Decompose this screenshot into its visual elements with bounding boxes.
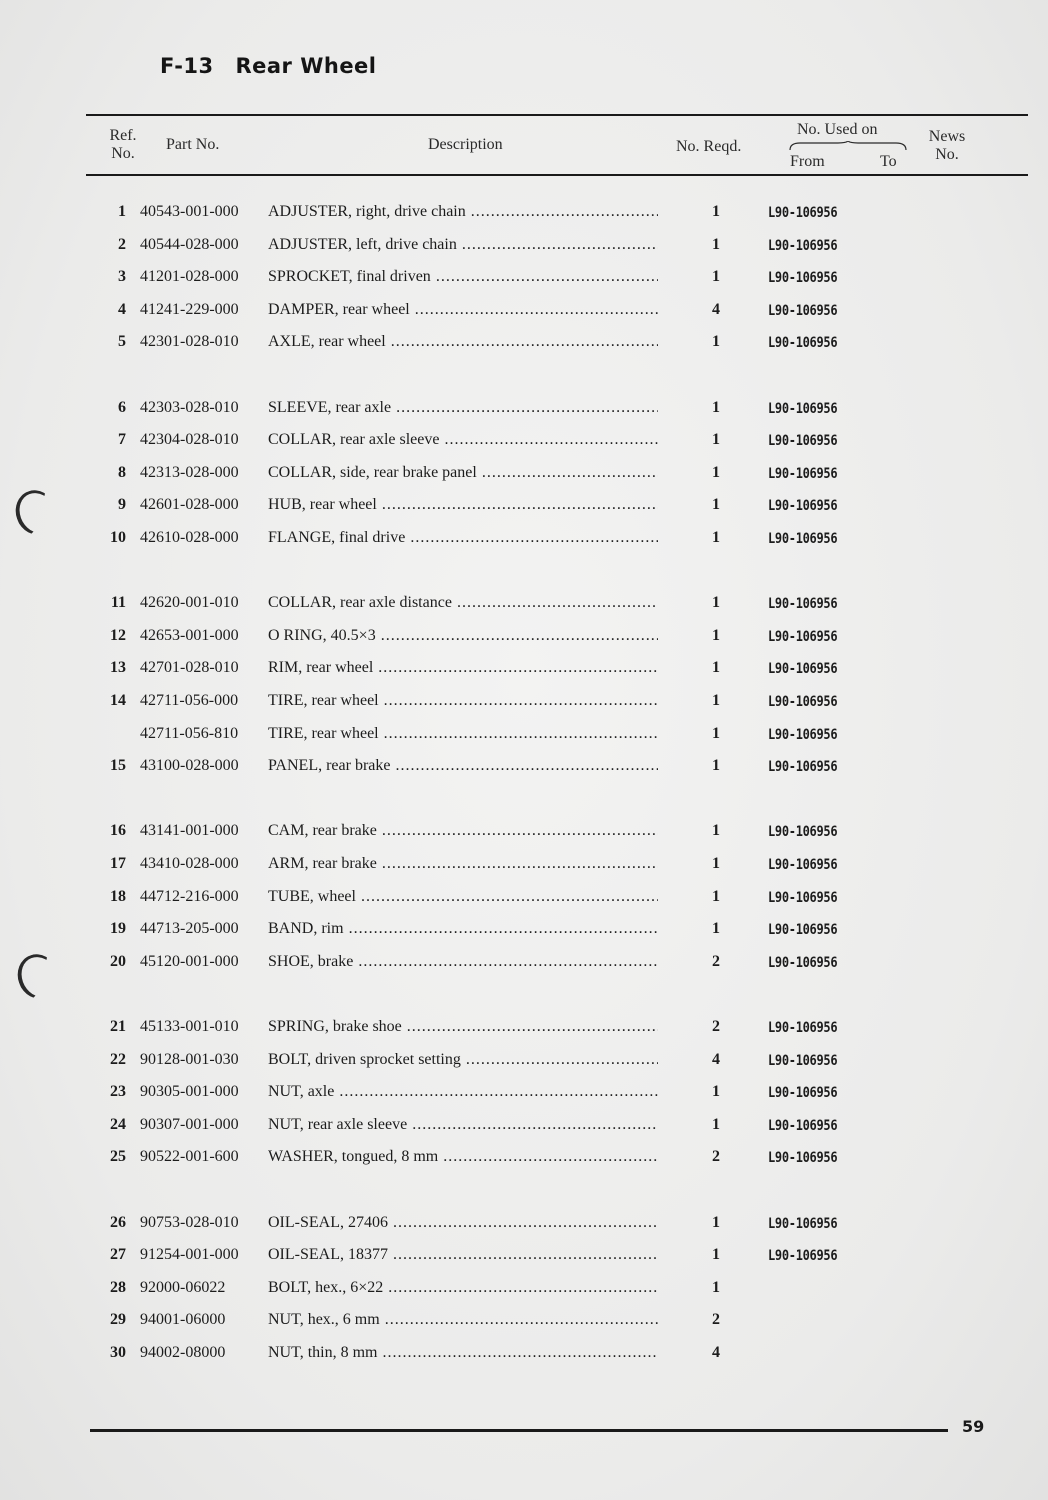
used-on-from: L90-106956 <box>768 888 838 905</box>
used-on-brace <box>788 141 908 151</box>
part-description: COLLAR, side, rear brake panel ..... <box>268 461 658 485</box>
used-on-from: L90-106956 <box>768 1018 838 1036</box>
table-row <box>0 819 1048 843</box>
column-header-from: From <box>790 153 825 170</box>
part-description: COLLAR, rear axle sleeve ..... <box>268 428 658 452</box>
quantity-required: 2 <box>712 1018 720 1035</box>
part-number: 44713-205-000 <box>140 920 239 938</box>
ref-number: 28 <box>110 1278 126 1296</box>
section-code: F-13 <box>160 54 214 78</box>
news-header-line1: News <box>928 128 966 145</box>
part-number: 90753-028-010 <box>140 1213 239 1231</box>
ref-number: 21 <box>110 1018 126 1035</box>
ref-header-line2: No. <box>111 145 135 162</box>
table-row <box>0 1276 1048 1300</box>
part-description: ADJUSTER, right, drive chain ..... <box>268 200 658 224</box>
quantity-required: 1 <box>712 1246 720 1264</box>
part-number: 40544-028-000 <box>140 235 239 253</box>
quantity-required: 1 <box>712 333 720 351</box>
part-number: 42304-028-010 <box>140 431 239 449</box>
part-number: 41241-229-000 <box>140 300 239 318</box>
quantity-required: 1 <box>712 724 720 742</box>
table-top-rule <box>86 114 1028 116</box>
ref-number: 23 <box>110 1083 126 1101</box>
part-description: RIM, rear wheel ..... <box>268 656 658 680</box>
part-description: AXLE, rear wheel ..... <box>268 330 658 354</box>
part-description: HUB, rear wheel ..... <box>268 493 658 517</box>
part-description: PANEL, rear brake ..... <box>268 754 658 778</box>
part-number: 90522-001-600 <box>140 1148 239 1166</box>
quantity-required: 1 <box>712 398 720 416</box>
part-description: NUT, hex., 6 mm ..... <box>268 1308 658 1332</box>
table-row <box>0 298 1048 322</box>
ref-number: 29 <box>110 1311 126 1329</box>
table-row <box>0 917 1048 941</box>
part-number: 45120-001-000 <box>140 952 239 970</box>
ref-number: 30 <box>110 1344 126 1361</box>
ref-number: 18 <box>110 887 126 905</box>
quantity-required: 1 <box>712 235 720 253</box>
part-number: 42701-028-010 <box>140 659 239 677</box>
table-row <box>0 493 1048 517</box>
quantity-required: 1 <box>712 887 720 905</box>
part-description: NUT, rear axle sleeve ..... <box>268 1113 658 1137</box>
used-on-from: L90-106956 <box>768 431 838 449</box>
used-on-from: L90-106956 <box>768 496 838 514</box>
used-on-from: L90-106956 <box>768 203 838 221</box>
part-number: 42303-028-010 <box>140 398 239 416</box>
quantity-required: 1 <box>712 920 720 938</box>
quantity-required: 1 <box>712 529 720 546</box>
table-row <box>0 1211 1048 1235</box>
quantity-required: 4 <box>712 1050 720 1068</box>
used-on-from: L90-106956 <box>768 301 838 319</box>
quantity-required: 1 <box>712 496 720 514</box>
ref-number: 25 <box>110 1148 126 1166</box>
table-row <box>0 428 1048 452</box>
used-on-from: L90-106956 <box>768 692 838 710</box>
ref-number: 15 <box>110 757 126 775</box>
part-number: 94002-08000 <box>140 1344 226 1361</box>
quantity-required: 1 <box>712 757 720 775</box>
part-number: 92000-06022 <box>140 1278 226 1296</box>
part-number: 42711-056-810 <box>140 724 239 742</box>
column-header-used-on: No. Used on <box>797 121 878 138</box>
quantity-required: 2 <box>712 1148 720 1166</box>
news-header-line2: No. <box>935 146 959 163</box>
ref-number: 10 <box>110 529 126 546</box>
quantity-required: 2 <box>712 1311 720 1329</box>
ref-number: 11 <box>110 594 126 612</box>
table-row <box>0 526 1048 550</box>
ref-number: 5 <box>118 333 126 351</box>
table-row <box>0 1243 1048 1267</box>
part-description: BOLT, driven sprocket setting ..... <box>268 1048 658 1072</box>
table-row <box>0 591 1048 615</box>
column-header-ref <box>106 127 140 163</box>
quantity-required: 1 <box>712 203 720 220</box>
ref-number: 27 <box>110 1246 126 1264</box>
part-description: SHOE, brake ..... <box>268 950 658 974</box>
used-on-from: L90-106956 <box>768 464 838 482</box>
table-row <box>0 265 1048 289</box>
ref-number: 7 <box>118 431 126 449</box>
used-on-from: L90-106956 <box>768 1148 838 1166</box>
table-row <box>0 200 1048 224</box>
part-description: BAND, rim ..... <box>268 917 658 941</box>
column-header-to: To <box>880 153 897 170</box>
ref-number: 2 <box>118 235 126 253</box>
quantity-required: 4 <box>712 300 720 318</box>
part-number: 90128-001-030 <box>140 1050 239 1068</box>
quantity-required: 1 <box>712 626 720 644</box>
column-header-part-no: Part No. <box>166 136 220 153</box>
part-description: SLEEVE, rear axle ..... <box>268 396 658 420</box>
part-number: 45133-001-010 <box>140 1018 239 1035</box>
table-row <box>0 722 1048 746</box>
table-row <box>0 885 1048 909</box>
column-header-no-reqd: No. Reqd. <box>676 138 742 155</box>
quantity-required: 1 <box>712 463 720 481</box>
table-row <box>0 754 1048 778</box>
page-title <box>160 54 377 78</box>
ref-number: 19 <box>110 920 126 938</box>
table-row <box>0 396 1048 420</box>
ref-number: 22 <box>110 1050 126 1068</box>
table-row <box>0 950 1048 974</box>
quantity-required: 1 <box>712 659 720 677</box>
part-description: OIL-SEAL, 27406 ..... <box>268 1211 658 1235</box>
part-number: 42313-028-000 <box>140 463 239 481</box>
used-on-from: L90-106956 <box>768 333 838 351</box>
part-description: ARM, rear brake ..... <box>268 852 658 876</box>
part-description: OIL-SEAL, 18377 ..... <box>268 1243 658 1267</box>
part-number: 90305-001-000 <box>140 1083 239 1101</box>
part-description: O RING, 40.5×3 ..... <box>268 624 658 648</box>
used-on-from: L90-106956 <box>768 1214 838 1231</box>
part-description: FLANGE, final drive ..... <box>268 526 658 550</box>
table-row <box>0 1113 1048 1137</box>
table-row <box>0 1080 1048 1104</box>
quantity-required: 1 <box>712 1213 720 1231</box>
used-on-from: L90-106956 <box>768 1116 838 1134</box>
ref-number: 16 <box>110 822 126 840</box>
used-on-from: L90-106956 <box>768 594 838 612</box>
part-number: 43100-028-000 <box>140 757 239 775</box>
ref-number: 13 <box>110 659 126 677</box>
part-number: 42601-028-000 <box>140 496 239 514</box>
used-on-from: L90-106956 <box>768 529 838 547</box>
column-header-news-no <box>924 128 970 164</box>
part-description: BOLT, hex., 6×22 ..... <box>268 1276 658 1300</box>
part-description: CAM, rear brake ..... <box>268 819 658 843</box>
ref-number: 1 <box>118 203 126 220</box>
page-number: 59 <box>962 1417 985 1436</box>
used-on-from: L90-106956 <box>768 1051 838 1068</box>
ref-number: 26 <box>110 1213 126 1231</box>
table-row <box>0 461 1048 485</box>
quantity-required: 4 <box>712 1344 720 1361</box>
ref-header-line1: Ref. <box>109 127 137 144</box>
ref-number: 24 <box>110 1115 126 1133</box>
footer-rule <box>90 1429 948 1432</box>
part-number: 42653-001-000 <box>140 626 239 644</box>
used-on-from: L90-106956 <box>768 659 838 677</box>
part-number: 44712-216-000 <box>140 887 239 905</box>
part-number: 90307-001-000 <box>140 1115 239 1133</box>
quantity-required: 1 <box>712 822 720 840</box>
part-number: 43141-001-000 <box>140 822 239 840</box>
table-header-rule <box>86 174 1028 176</box>
part-description: DAMPER, rear wheel ..... <box>268 298 658 322</box>
table-row <box>0 689 1048 713</box>
used-on-from: L90-106956 <box>768 953 838 971</box>
column-header-description: Description <box>428 136 503 153</box>
used-on-from: L90-106956 <box>768 725 838 742</box>
used-on-from: L90-106956 <box>768 757 838 775</box>
table-row <box>0 852 1048 876</box>
part-description: COLLAR, rear axle distance ..... <box>268 591 658 615</box>
part-number: 40543-001-000 <box>140 203 239 220</box>
table-row <box>0 233 1048 257</box>
ref-number: 8 <box>118 463 126 481</box>
used-on-from: L90-106956 <box>768 822 838 840</box>
table-row <box>0 624 1048 648</box>
quantity-required: 1 <box>712 1115 720 1133</box>
ref-number: 4 <box>118 300 126 318</box>
part-number: 43410-028-000 <box>140 855 239 872</box>
part-number: 94001-06000 <box>140 1311 226 1329</box>
ref-number: 9 <box>118 496 126 514</box>
ref-number: 6 <box>118 398 126 416</box>
quantity-required: 1 <box>712 692 720 709</box>
used-on-from: L90-106956 <box>768 399 838 416</box>
quantity-required: 2 <box>712 952 720 970</box>
quantity-required: 1 <box>712 1083 720 1101</box>
used-on-from: L90-106956 <box>768 1083 838 1101</box>
part-description: TIRE, rear wheel ..... <box>268 722 658 746</box>
quantity-required: 1 <box>712 268 720 286</box>
part-description: SPRING, brake shoe ..... <box>268 1015 658 1039</box>
part-number: 42610-028-000 <box>140 529 239 546</box>
part-number: 42301-028-010 <box>140 333 239 351</box>
part-number: 91254-001-000 <box>140 1246 239 1264</box>
used-on-from: L90-106956 <box>768 920 838 938</box>
used-on-from: L90-106956 <box>768 268 838 286</box>
ref-number: 12 <box>110 626 126 644</box>
quantity-required: 1 <box>712 1278 720 1296</box>
part-number: 42620-001-010 <box>140 594 239 612</box>
quantity-required: 1 <box>712 855 720 872</box>
section-title: Rear Wheel <box>235 54 377 78</box>
used-on-from: L90-106956 <box>768 627 838 645</box>
table-row <box>0 656 1048 680</box>
table-row <box>0 330 1048 354</box>
quantity-required: 1 <box>712 594 720 612</box>
used-on-from: L90-106956 <box>768 855 838 873</box>
part-description: SPROCKET, final driven ..... <box>268 265 658 289</box>
ref-number: 3 <box>118 268 126 286</box>
table-row <box>0 1145 1048 1169</box>
table-row <box>0 1048 1048 1072</box>
used-on-from: L90-106956 <box>768 1246 838 1264</box>
part-description: TUBE, wheel ..... <box>268 885 658 909</box>
ref-number: 20 <box>110 952 126 970</box>
part-description: TIRE, rear wheel ..... <box>268 689 658 713</box>
table-row <box>0 1341 1048 1365</box>
part-description: ADJUSTER, left, drive chain ..... <box>268 233 658 257</box>
ref-number: 14 <box>110 692 126 709</box>
used-on-from: L90-106956 <box>768 236 838 253</box>
ref-number: 17 <box>110 855 126 872</box>
part-number: 42711-056-000 <box>140 692 239 709</box>
part-number: 41201-028-000 <box>140 268 239 286</box>
table-row <box>0 1308 1048 1332</box>
table-row <box>0 1015 1048 1039</box>
quantity-required: 1 <box>712 431 720 449</box>
part-description: WASHER, tongued, 8 mm ..... <box>268 1145 658 1169</box>
part-description: NUT, thin, 8 mm ..... <box>268 1341 658 1365</box>
part-description: NUT, axle ..... <box>268 1080 658 1104</box>
